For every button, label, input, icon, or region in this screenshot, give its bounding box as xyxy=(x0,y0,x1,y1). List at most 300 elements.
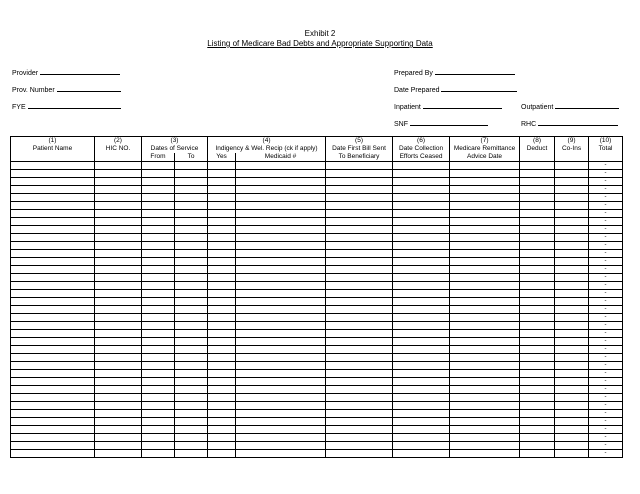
table-cell[interactable] xyxy=(520,370,555,378)
table-cell[interactable] xyxy=(11,186,95,194)
table-cell[interactable] xyxy=(208,210,236,218)
table-cell[interactable] xyxy=(95,170,142,178)
table-cell[interactable] xyxy=(175,338,208,346)
total-cell[interactable]: - xyxy=(589,186,623,194)
table-cell[interactable] xyxy=(393,434,450,442)
table-cell[interactable] xyxy=(11,442,95,450)
table-cell[interactable] xyxy=(95,194,142,202)
fye-line[interactable] xyxy=(28,101,121,109)
table-cell[interactable] xyxy=(393,282,450,290)
total-cell[interactable]: - xyxy=(589,162,623,170)
table-cell[interactable] xyxy=(175,386,208,394)
table-cell[interactable] xyxy=(175,402,208,410)
table-cell[interactable] xyxy=(95,386,142,394)
table-cell[interactable] xyxy=(208,274,236,282)
table-cell[interactable] xyxy=(236,242,326,250)
total-cell[interactable]: - xyxy=(589,290,623,298)
table-cell[interactable] xyxy=(520,314,555,322)
table-cell[interactable] xyxy=(450,218,520,226)
table-cell[interactable] xyxy=(326,250,393,258)
table-cell[interactable] xyxy=(555,298,589,306)
table-cell[interactable] xyxy=(520,394,555,402)
table-cell[interactable] xyxy=(393,362,450,370)
table-cell[interactable] xyxy=(450,386,520,394)
total-cell[interactable]: - xyxy=(589,450,623,458)
snf-line[interactable] xyxy=(410,118,488,126)
table-cell[interactable] xyxy=(208,250,236,258)
table-cell[interactable] xyxy=(142,298,175,306)
table-cell[interactable] xyxy=(142,330,175,338)
table-cell[interactable] xyxy=(95,202,142,210)
inpatient-field[interactable] xyxy=(394,101,502,112)
table-cell[interactable] xyxy=(95,210,142,218)
table-cell[interactable] xyxy=(236,370,326,378)
table-cell[interactable] xyxy=(95,314,142,322)
table-cell[interactable] xyxy=(393,186,450,194)
table-cell[interactable] xyxy=(236,186,326,194)
table-cell[interactable] xyxy=(175,410,208,418)
total-cell[interactable]: - xyxy=(589,418,623,426)
table-cell[interactable] xyxy=(95,346,142,354)
table-cell[interactable] xyxy=(11,210,95,218)
table-cell[interactable] xyxy=(95,378,142,386)
table-cell[interactable] xyxy=(236,362,326,370)
table-cell[interactable] xyxy=(450,370,520,378)
table-cell[interactable] xyxy=(450,290,520,298)
table-cell[interactable] xyxy=(450,354,520,362)
table-cell[interactable] xyxy=(520,378,555,386)
table-cell[interactable] xyxy=(326,442,393,450)
table-cell[interactable] xyxy=(11,234,95,242)
table-cell[interactable] xyxy=(520,434,555,442)
table-cell[interactable] xyxy=(520,338,555,346)
table-cell[interactable] xyxy=(175,434,208,442)
table-cell[interactable] xyxy=(450,338,520,346)
table-cell[interactable] xyxy=(208,226,236,234)
table-cell[interactable] xyxy=(208,402,236,410)
table-cell[interactable] xyxy=(175,266,208,274)
table-cell[interactable] xyxy=(555,234,589,242)
table-cell[interactable] xyxy=(208,394,236,402)
table-cell[interactable] xyxy=(555,354,589,362)
table-cell[interactable] xyxy=(175,394,208,402)
total-cell[interactable]: - xyxy=(589,170,623,178)
table-cell[interactable] xyxy=(236,178,326,186)
table-cell[interactable] xyxy=(555,274,589,282)
table-cell[interactable] xyxy=(326,450,393,458)
table-cell[interactable] xyxy=(555,178,589,186)
table-cell[interactable] xyxy=(450,298,520,306)
table-cell[interactable] xyxy=(236,194,326,202)
table-cell[interactable] xyxy=(175,162,208,170)
total-cell[interactable]: - xyxy=(589,298,623,306)
table-cell[interactable] xyxy=(142,394,175,402)
prov-number-line[interactable] xyxy=(57,84,121,92)
table-cell[interactable] xyxy=(326,274,393,282)
table-cell[interactable] xyxy=(208,378,236,386)
table-cell[interactable] xyxy=(208,362,236,370)
table-cell[interactable] xyxy=(326,386,393,394)
table-cell[interactable] xyxy=(95,218,142,226)
table-cell[interactable] xyxy=(11,258,95,266)
table-cell[interactable] xyxy=(236,226,326,234)
table-cell[interactable] xyxy=(95,258,142,266)
outpatient-line[interactable] xyxy=(555,101,619,109)
total-cell[interactable]: - xyxy=(589,394,623,402)
table-cell[interactable] xyxy=(11,250,95,258)
table-cell[interactable] xyxy=(520,250,555,258)
table-cell[interactable] xyxy=(11,338,95,346)
total-cell[interactable]: - xyxy=(589,442,623,450)
table-cell[interactable] xyxy=(450,210,520,218)
table-cell[interactable] xyxy=(11,330,95,338)
table-cell[interactable] xyxy=(95,322,142,330)
table-cell[interactable] xyxy=(450,282,520,290)
provider-line[interactable] xyxy=(40,67,120,75)
table-cell[interactable] xyxy=(175,442,208,450)
table-cell[interactable] xyxy=(236,418,326,426)
table-cell[interactable] xyxy=(11,370,95,378)
table-cell[interactable] xyxy=(326,322,393,330)
table-cell[interactable] xyxy=(95,426,142,434)
table-cell[interactable] xyxy=(11,178,95,186)
table-cell[interactable] xyxy=(142,450,175,458)
table-cell[interactable] xyxy=(142,370,175,378)
table-cell[interactable] xyxy=(208,186,236,194)
table-cell[interactable] xyxy=(520,442,555,450)
table-cell[interactable] xyxy=(555,322,589,330)
total-cell[interactable]: - xyxy=(589,338,623,346)
table-cell[interactable] xyxy=(11,202,95,210)
table-cell[interactable] xyxy=(520,298,555,306)
table-cell[interactable] xyxy=(11,322,95,330)
table-cell[interactable] xyxy=(175,250,208,258)
table-cell[interactable] xyxy=(450,194,520,202)
table-cell[interactable] xyxy=(555,226,589,234)
table-cell[interactable] xyxy=(450,418,520,426)
table-cell[interactable] xyxy=(555,434,589,442)
table-cell[interactable] xyxy=(393,426,450,434)
table-cell[interactable] xyxy=(393,178,450,186)
table-cell[interactable] xyxy=(11,394,95,402)
table-cell[interactable] xyxy=(208,418,236,426)
table-cell[interactable] xyxy=(450,330,520,338)
table-cell[interactable] xyxy=(520,242,555,250)
table-cell[interactable] xyxy=(142,234,175,242)
table-cell[interactable] xyxy=(326,258,393,266)
table-cell[interactable] xyxy=(393,338,450,346)
table-cell[interactable] xyxy=(142,186,175,194)
table-cell[interactable] xyxy=(11,346,95,354)
table-cell[interactable] xyxy=(450,434,520,442)
table-cell[interactable] xyxy=(208,354,236,362)
table-cell[interactable] xyxy=(326,234,393,242)
table-cell[interactable] xyxy=(450,162,520,170)
table-cell[interactable] xyxy=(142,290,175,298)
table-cell[interactable] xyxy=(208,346,236,354)
table-cell[interactable] xyxy=(326,378,393,386)
table-cell[interactable] xyxy=(393,346,450,354)
table-cell[interactable] xyxy=(175,178,208,186)
table-cell[interactable] xyxy=(236,274,326,282)
table-cell[interactable] xyxy=(95,434,142,442)
table-cell[interactable] xyxy=(208,442,236,450)
table-cell[interactable] xyxy=(555,418,589,426)
table-cell[interactable] xyxy=(326,186,393,194)
table-cell[interactable] xyxy=(393,274,450,282)
prov-number-field[interactable] xyxy=(12,84,121,95)
table-cell[interactable] xyxy=(555,186,589,194)
table-cell[interactable] xyxy=(95,362,142,370)
table-cell[interactable] xyxy=(236,314,326,322)
table-cell[interactable] xyxy=(393,410,450,418)
table-cell[interactable] xyxy=(236,282,326,290)
table-cell[interactable] xyxy=(95,234,142,242)
date-prepared-line[interactable] xyxy=(441,84,517,92)
table-cell[interactable] xyxy=(326,370,393,378)
table-cell[interactable] xyxy=(393,234,450,242)
table-cell[interactable] xyxy=(95,442,142,450)
table-cell[interactable] xyxy=(326,338,393,346)
inpatient-line[interactable] xyxy=(423,101,502,109)
total-cell[interactable]: - xyxy=(589,178,623,186)
table-cell[interactable] xyxy=(236,170,326,178)
table-cell[interactable] xyxy=(236,394,326,402)
table-cell[interactable] xyxy=(393,322,450,330)
table-cell[interactable] xyxy=(236,386,326,394)
table-cell[interactable] xyxy=(450,274,520,282)
table-cell[interactable] xyxy=(208,266,236,274)
table-cell[interactable] xyxy=(393,314,450,322)
total-cell[interactable]: - xyxy=(589,218,623,226)
table-cell[interactable] xyxy=(208,298,236,306)
table-cell[interactable] xyxy=(450,322,520,330)
table-cell[interactable] xyxy=(520,266,555,274)
table-cell[interactable] xyxy=(236,250,326,258)
table-cell[interactable] xyxy=(236,402,326,410)
table-cell[interactable] xyxy=(175,346,208,354)
table-cell[interactable] xyxy=(95,250,142,258)
table-cell[interactable] xyxy=(450,178,520,186)
table-cell[interactable] xyxy=(393,218,450,226)
table-cell[interactable] xyxy=(393,170,450,178)
table-cell[interactable] xyxy=(520,202,555,210)
table-cell[interactable] xyxy=(142,226,175,234)
table-cell[interactable] xyxy=(326,362,393,370)
table-cell[interactable] xyxy=(555,378,589,386)
table-cell[interactable] xyxy=(393,290,450,298)
table-cell[interactable] xyxy=(175,322,208,330)
table-cell[interactable] xyxy=(11,290,95,298)
table-cell[interactable] xyxy=(142,202,175,210)
table-cell[interactable] xyxy=(236,210,326,218)
table-cell[interactable] xyxy=(326,162,393,170)
table-cell[interactable] xyxy=(236,434,326,442)
table-cell[interactable] xyxy=(555,306,589,314)
total-cell[interactable]: - xyxy=(589,226,623,234)
table-cell[interactable] xyxy=(208,258,236,266)
table-cell[interactable] xyxy=(142,218,175,226)
table-cell[interactable] xyxy=(326,402,393,410)
table-cell[interactable] xyxy=(520,426,555,434)
table-cell[interactable] xyxy=(175,210,208,218)
table-cell[interactable] xyxy=(142,210,175,218)
total-cell[interactable]: - xyxy=(589,346,623,354)
table-cell[interactable] xyxy=(208,170,236,178)
table-cell[interactable] xyxy=(326,298,393,306)
table-cell[interactable] xyxy=(393,354,450,362)
table-cell[interactable] xyxy=(11,314,95,322)
table-cell[interactable] xyxy=(11,266,95,274)
total-cell[interactable]: - xyxy=(589,362,623,370)
table-cell[interactable] xyxy=(11,450,95,458)
table-cell[interactable] xyxy=(450,426,520,434)
table-cell[interactable] xyxy=(208,434,236,442)
table-cell[interactable] xyxy=(11,434,95,442)
table-cell[interactable] xyxy=(95,282,142,290)
table-cell[interactable] xyxy=(208,410,236,418)
table-cell[interactable] xyxy=(236,450,326,458)
table-cell[interactable] xyxy=(450,362,520,370)
total-cell[interactable]: - xyxy=(589,242,623,250)
table-cell[interactable] xyxy=(236,234,326,242)
table-cell[interactable] xyxy=(95,226,142,234)
table-cell[interactable] xyxy=(450,442,520,450)
fye-field[interactable] xyxy=(12,101,121,112)
table-cell[interactable] xyxy=(175,234,208,242)
date-prepared-field[interactable] xyxy=(394,84,517,95)
table-cell[interactable] xyxy=(555,242,589,250)
table-cell[interactable] xyxy=(520,218,555,226)
total-cell[interactable]: - xyxy=(589,354,623,362)
table-cell[interactable] xyxy=(95,410,142,418)
table-cell[interactable] xyxy=(142,362,175,370)
table-cell[interactable] xyxy=(520,170,555,178)
table-cell[interactable] xyxy=(175,202,208,210)
rhc-field[interactable] xyxy=(521,118,618,129)
table-cell[interactable] xyxy=(326,426,393,434)
table-cell[interactable] xyxy=(393,402,450,410)
table-cell[interactable] xyxy=(142,258,175,266)
table-cell[interactable] xyxy=(236,330,326,338)
table-cell[interactable] xyxy=(175,306,208,314)
table-cell[interactable] xyxy=(142,402,175,410)
table-cell[interactable] xyxy=(175,330,208,338)
table-cell[interactable] xyxy=(393,210,450,218)
table-cell[interactable] xyxy=(393,258,450,266)
table-cell[interactable] xyxy=(450,226,520,234)
table-cell[interactable] xyxy=(236,258,326,266)
table-cell[interactable] xyxy=(11,218,95,226)
table-cell[interactable] xyxy=(555,266,589,274)
table-cell[interactable] xyxy=(450,346,520,354)
table-cell[interactable] xyxy=(450,394,520,402)
total-cell[interactable]: - xyxy=(589,410,623,418)
table-cell[interactable] xyxy=(236,290,326,298)
table-cell[interactable] xyxy=(326,306,393,314)
table-cell[interactable] xyxy=(326,226,393,234)
table-cell[interactable] xyxy=(236,298,326,306)
table-cell[interactable] xyxy=(142,338,175,346)
table-cell[interactable] xyxy=(520,306,555,314)
table-cell[interactable] xyxy=(555,282,589,290)
table-cell[interactable] xyxy=(555,338,589,346)
table-cell[interactable] xyxy=(175,242,208,250)
total-cell[interactable]: - xyxy=(589,322,623,330)
table-cell[interactable] xyxy=(95,266,142,274)
table-cell[interactable] xyxy=(520,162,555,170)
table-cell[interactable] xyxy=(393,386,450,394)
table-cell[interactable] xyxy=(142,242,175,250)
table-cell[interactable] xyxy=(555,202,589,210)
table-cell[interactable] xyxy=(236,218,326,226)
table-cell[interactable] xyxy=(555,450,589,458)
table-cell[interactable] xyxy=(11,418,95,426)
table-cell[interactable] xyxy=(520,234,555,242)
table-cell[interactable] xyxy=(142,250,175,258)
table-cell[interactable] xyxy=(555,250,589,258)
table-cell[interactable] xyxy=(450,234,520,242)
table-cell[interactable] xyxy=(520,210,555,218)
table-cell[interactable] xyxy=(175,426,208,434)
table-cell[interactable] xyxy=(175,418,208,426)
table-cell[interactable] xyxy=(326,314,393,322)
table-cell[interactable] xyxy=(520,290,555,298)
table-cell[interactable] xyxy=(393,226,450,234)
table-cell[interactable] xyxy=(555,258,589,266)
table-cell[interactable] xyxy=(175,298,208,306)
table-cell[interactable] xyxy=(236,322,326,330)
table-cell[interactable] xyxy=(95,242,142,250)
table-cell[interactable] xyxy=(520,402,555,410)
table-cell[interactable] xyxy=(95,418,142,426)
table-cell[interactable] xyxy=(236,202,326,210)
table-cell[interactable] xyxy=(450,266,520,274)
table-cell[interactable] xyxy=(326,346,393,354)
rhc-line[interactable] xyxy=(538,118,618,126)
table-cell[interactable] xyxy=(520,362,555,370)
snf-field[interactable] xyxy=(394,118,488,129)
table-cell[interactable] xyxy=(95,186,142,194)
table-cell[interactable] xyxy=(236,266,326,274)
table-cell[interactable] xyxy=(208,282,236,290)
table-cell[interactable] xyxy=(450,410,520,418)
table-cell[interactable] xyxy=(520,194,555,202)
table-cell[interactable] xyxy=(175,274,208,282)
table-cell[interactable] xyxy=(142,346,175,354)
table-cell[interactable] xyxy=(236,354,326,362)
table-cell[interactable] xyxy=(175,226,208,234)
table-cell[interactable] xyxy=(450,450,520,458)
table-cell[interactable] xyxy=(393,266,450,274)
total-cell[interactable]: - xyxy=(589,194,623,202)
table-cell[interactable] xyxy=(11,274,95,282)
outpatient-field[interactable] xyxy=(521,101,619,112)
table-cell[interactable] xyxy=(555,426,589,434)
table-cell[interactable] xyxy=(555,290,589,298)
table-cell[interactable] xyxy=(393,330,450,338)
table-cell[interactable] xyxy=(208,178,236,186)
table-cell[interactable] xyxy=(236,442,326,450)
table-cell[interactable] xyxy=(208,202,236,210)
table-cell[interactable] xyxy=(175,282,208,290)
total-cell[interactable]: - xyxy=(589,250,623,258)
table-cell[interactable] xyxy=(208,338,236,346)
table-cell[interactable] xyxy=(11,386,95,394)
table-cell[interactable] xyxy=(393,250,450,258)
table-cell[interactable] xyxy=(142,442,175,450)
table-cell[interactable] xyxy=(326,218,393,226)
